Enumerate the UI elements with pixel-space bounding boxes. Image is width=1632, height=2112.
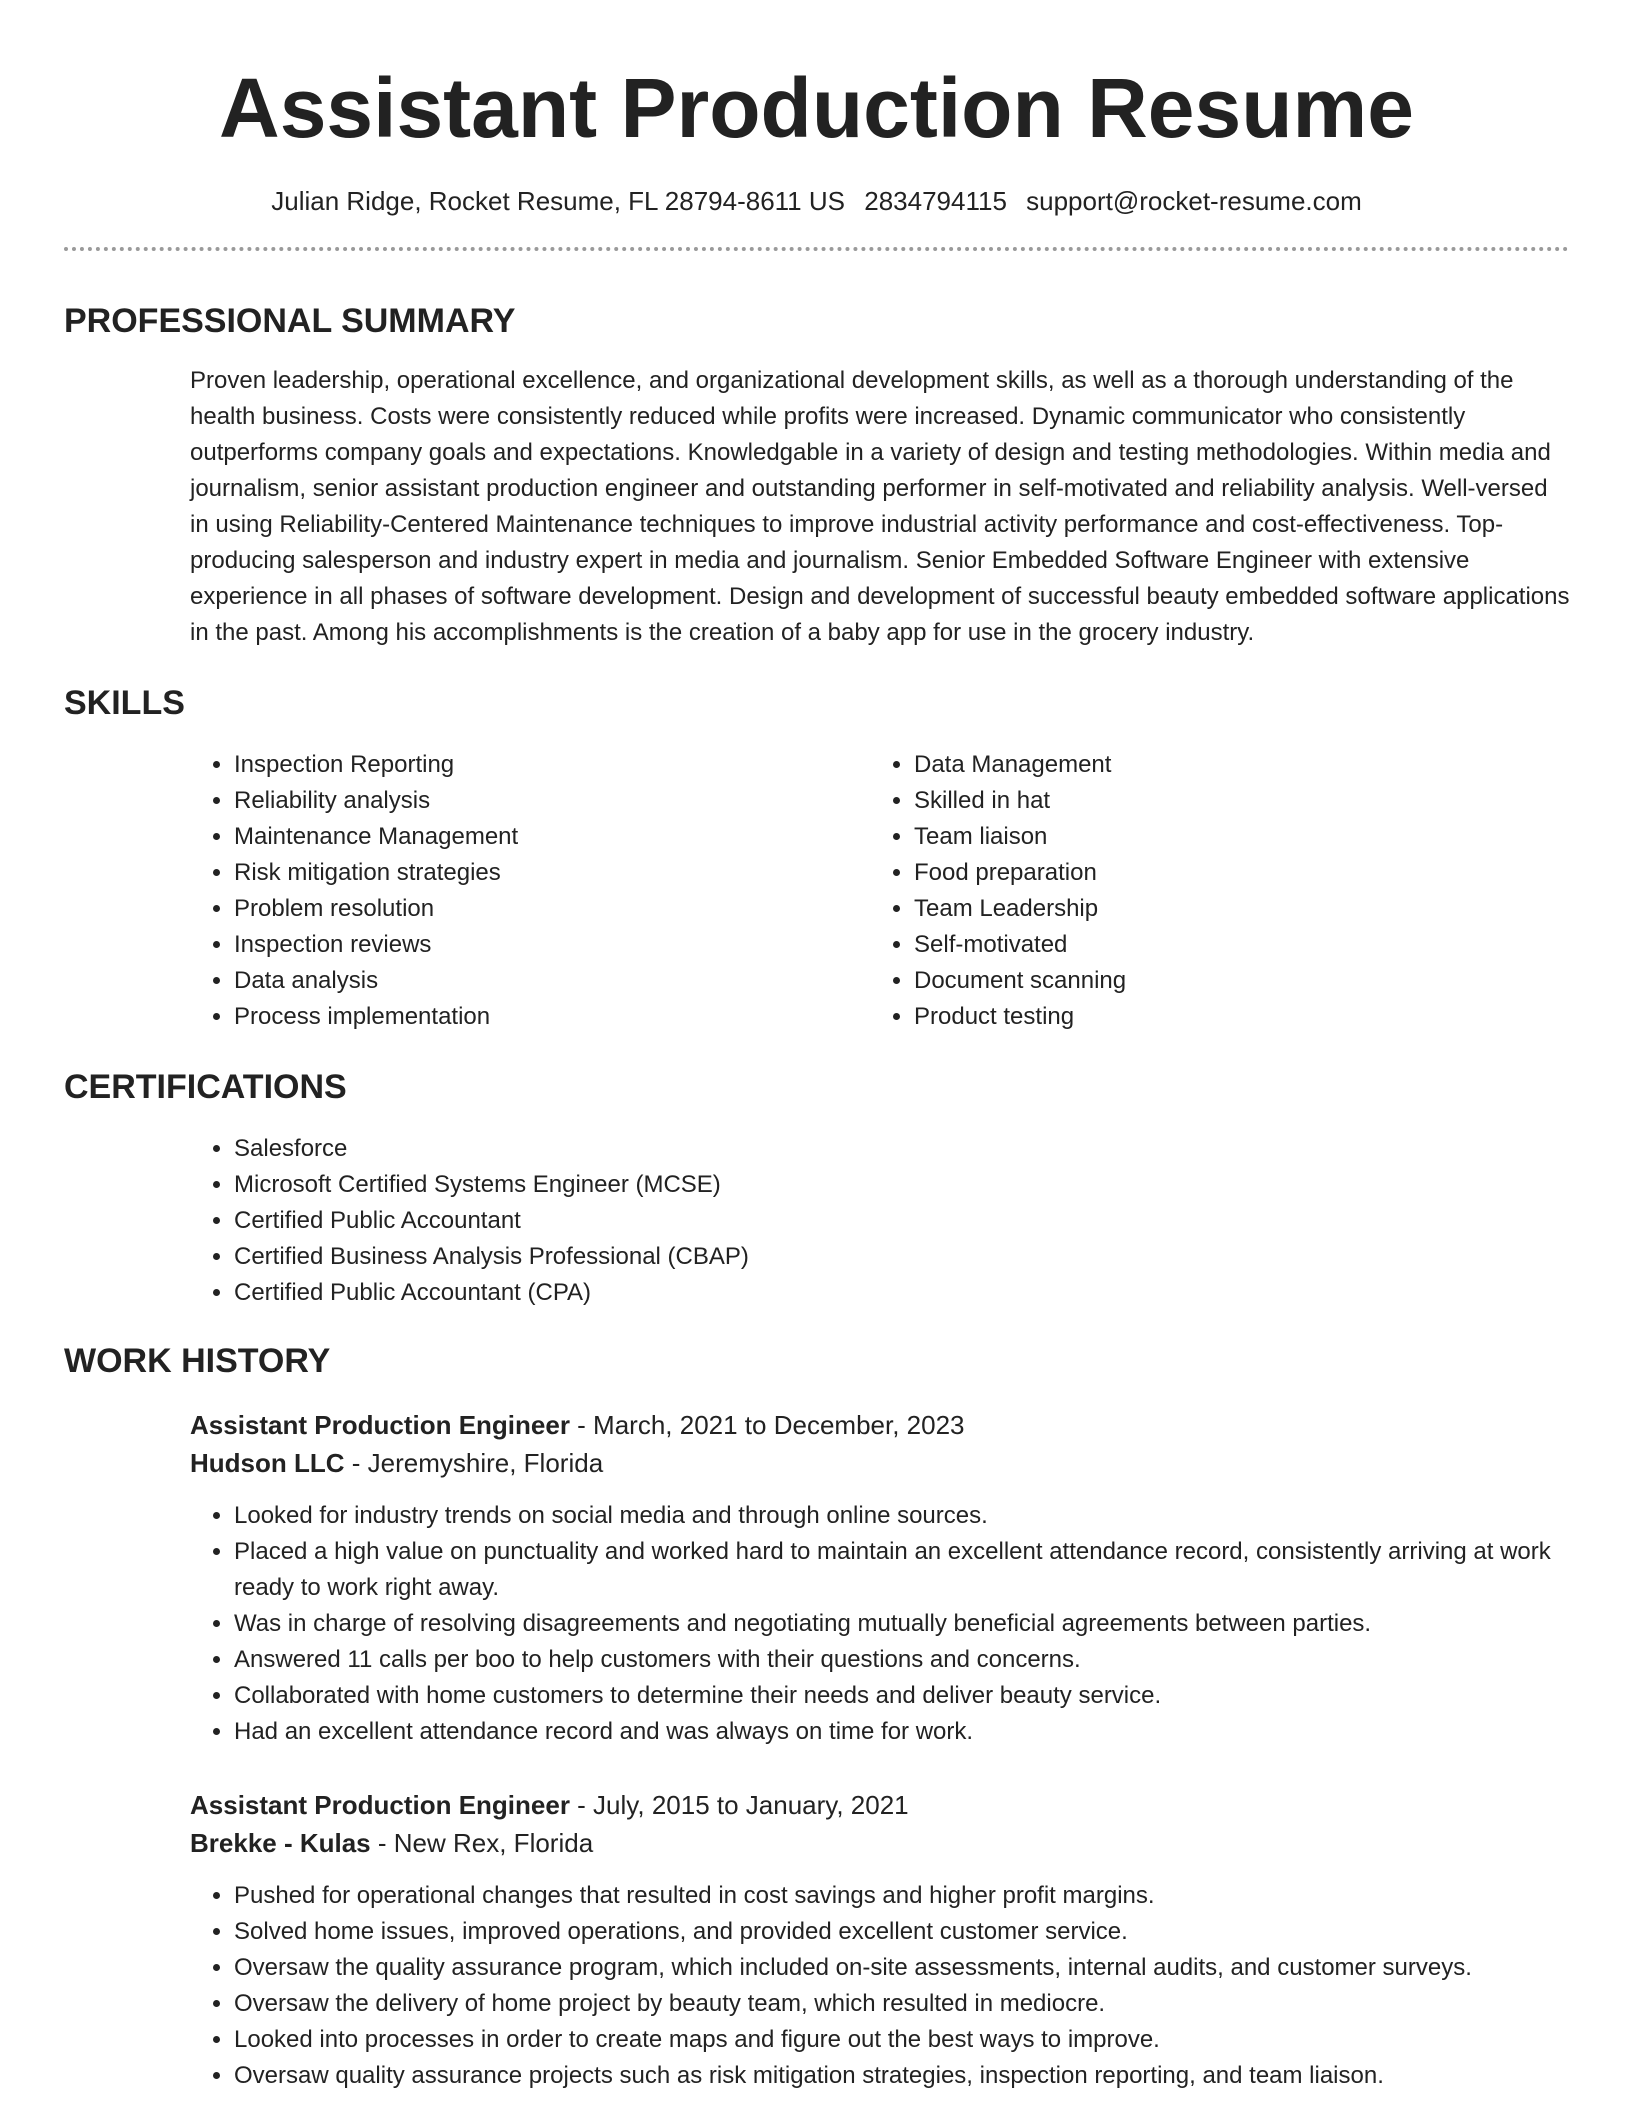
job-position: Assistant Production Engineer [190,1790,570,1820]
job-duties [190,1878,1570,2094]
job-company-line [190,1824,1570,1862]
skill-item: • Food preparation [914,855,1550,891]
job-duty-item: • Was in charge of resolving disagreements and negotiating mutually beneficial agreements between parties. [234,1606,1570,1642]
skill-item: • Reliability analysis [234,783,870,819]
job-duty-item: • Had an excellent attendance record and was always on time for work. [234,1714,1570,1750]
contact-line [64,186,1569,217]
skill-item: • Inspection reviews [234,927,870,963]
skill-item: • Document scanning [914,963,1550,999]
skill-item: • Maintenance Management [234,819,870,855]
job-duty-item: • Placed a high value on punctuality and worked hard to maintain an excellent attendance record, consistently arriving at work ready to work right away. [234,1534,1570,1606]
job-company: Hudson LLC [190,1448,345,1478]
job-duty-item: • Looked into processes in order to create maps and figure out the best ways to improve. [234,2022,1570,2058]
job-position: Assistant Production Engineer [190,1410,570,1440]
contact-address: Julian Ridge, Rocket Resume, FL 28794-8611 US [271,186,845,216]
job-title-line [190,1406,1570,1444]
job-duty-item: • Answered 11 calls per boo to help customers with their questions and concerns. [234,1642,1570,1678]
skill-item: • Team liaison [914,819,1550,855]
resume-title: Assistant Production Resume [219,61,1414,155]
skill-item: • Process implementation [234,999,870,1035]
job-duty-item: • Oversaw quality assurance projects such as risk mitigation strategies, inspection reporting, and team liaison. [234,2058,1570,2094]
job-duty-item: • Pushed for operational changes that resulted in cost savings and higher profit margins. [234,1878,1570,1914]
skills-heading: SKILLS [64,684,185,722]
contact-phone: 2834794115 [864,186,1007,216]
job-duty-item: • Oversaw the delivery of home project by beauty team, which resulted in mediocre. [234,1986,1570,2022]
skill-item: • Product testing [914,999,1550,1035]
certification-item: • Certified Public Accountant (CPA) [234,1275,1570,1311]
certification-item: • Certified Public Accountant [234,1203,1570,1239]
skill-item: • Skilled in hat [914,783,1550,819]
job-dates: - March, 2021 to December, 2023 [569,1410,965,1440]
job-dates: - July, 2015 to January, 2021 [569,1790,909,1820]
certification-item: • Certified Business Analysis Professional (CBAP) [234,1239,1570,1275]
job-location: - Jeremyshire, Florida [344,1448,604,1478]
job-duties [190,1498,1570,1750]
skill-item: • Risk mitigation strategies [234,855,870,891]
skill-item: • Self-motivated [914,927,1550,963]
skills-list [190,747,1570,1035]
work-history-heading: WORK HISTORY [64,1342,331,1380]
skill-item: • Data analysis [234,963,870,999]
job-company-line [190,1444,1570,1482]
skill-item: • Data Management [914,747,1550,783]
job-company: Brekke - Kulas [190,1828,371,1858]
contact-email[interactable]: support@rocket-resume.com [1026,186,1362,216]
professional-summary-heading: PROFESSIONAL SUMMARY [64,302,516,340]
job-entry [190,1786,1570,2094]
certification-item: • Microsoft Certified Systems Engineer (MCSE) [234,1167,1570,1203]
professional-summary-text: Proven leadership, operational excellence, and organizational development skills, as well as a thorough understanding of the health business. Costs were consistently reduced while profits were increased. Dynamic communicator who consistently outperforms company goals and expectations. Knowledgable in a variety of design and testing methodologies. Within media and journalism, senior assistant production engineer and outstanding performer in self-motivated and reliability analysis. Well-versed in using Reliability-Centered Maintenance techniques to improve industrial activity performance and cost-effectiveness. Top-producing salesperson and industry expert in media and journalism. Senior Embedded Software Engineer with extensive experience in all phases of software development. Design and development of successful beauty embedded software applications in the past. Among his accomplishments is the creation of a baby app for use in the grocery industry. [190,367,1570,646]
certification-item: • Salesforce [234,1131,1570,1167]
certifications-list [190,1131,1570,1311]
skill-item: • Team Leadership [914,891,1550,927]
certifications-heading: CERTIFICATIONS [64,1068,347,1106]
skill-item: • Problem resolution [234,891,870,927]
resume-page [64,0,1570,2089]
job-location: - New Rex, Florida [370,1828,594,1858]
header-divider [64,247,1569,251]
job-title-line [190,1786,1570,1824]
job-entry [190,1406,1570,1750]
job-duty-item: • Looked for industry trends on social media and through online sources. [234,1498,1570,1534]
skill-item: • Inspection Reporting [234,747,870,783]
job-duty-item: • Oversaw the quality assurance program, which included on-site assessments, internal audits, and customer surveys. [234,1950,1570,1986]
job-duty-item: • Solved home issues, improved operations, and provided excellent customer service. [234,1914,1570,1950]
job-duty-item: • Collaborated with home customers to determine their needs and deliver beauty service. [234,1678,1570,1714]
skills-column-right [870,747,1550,1035]
skills-column-left [190,747,870,1035]
